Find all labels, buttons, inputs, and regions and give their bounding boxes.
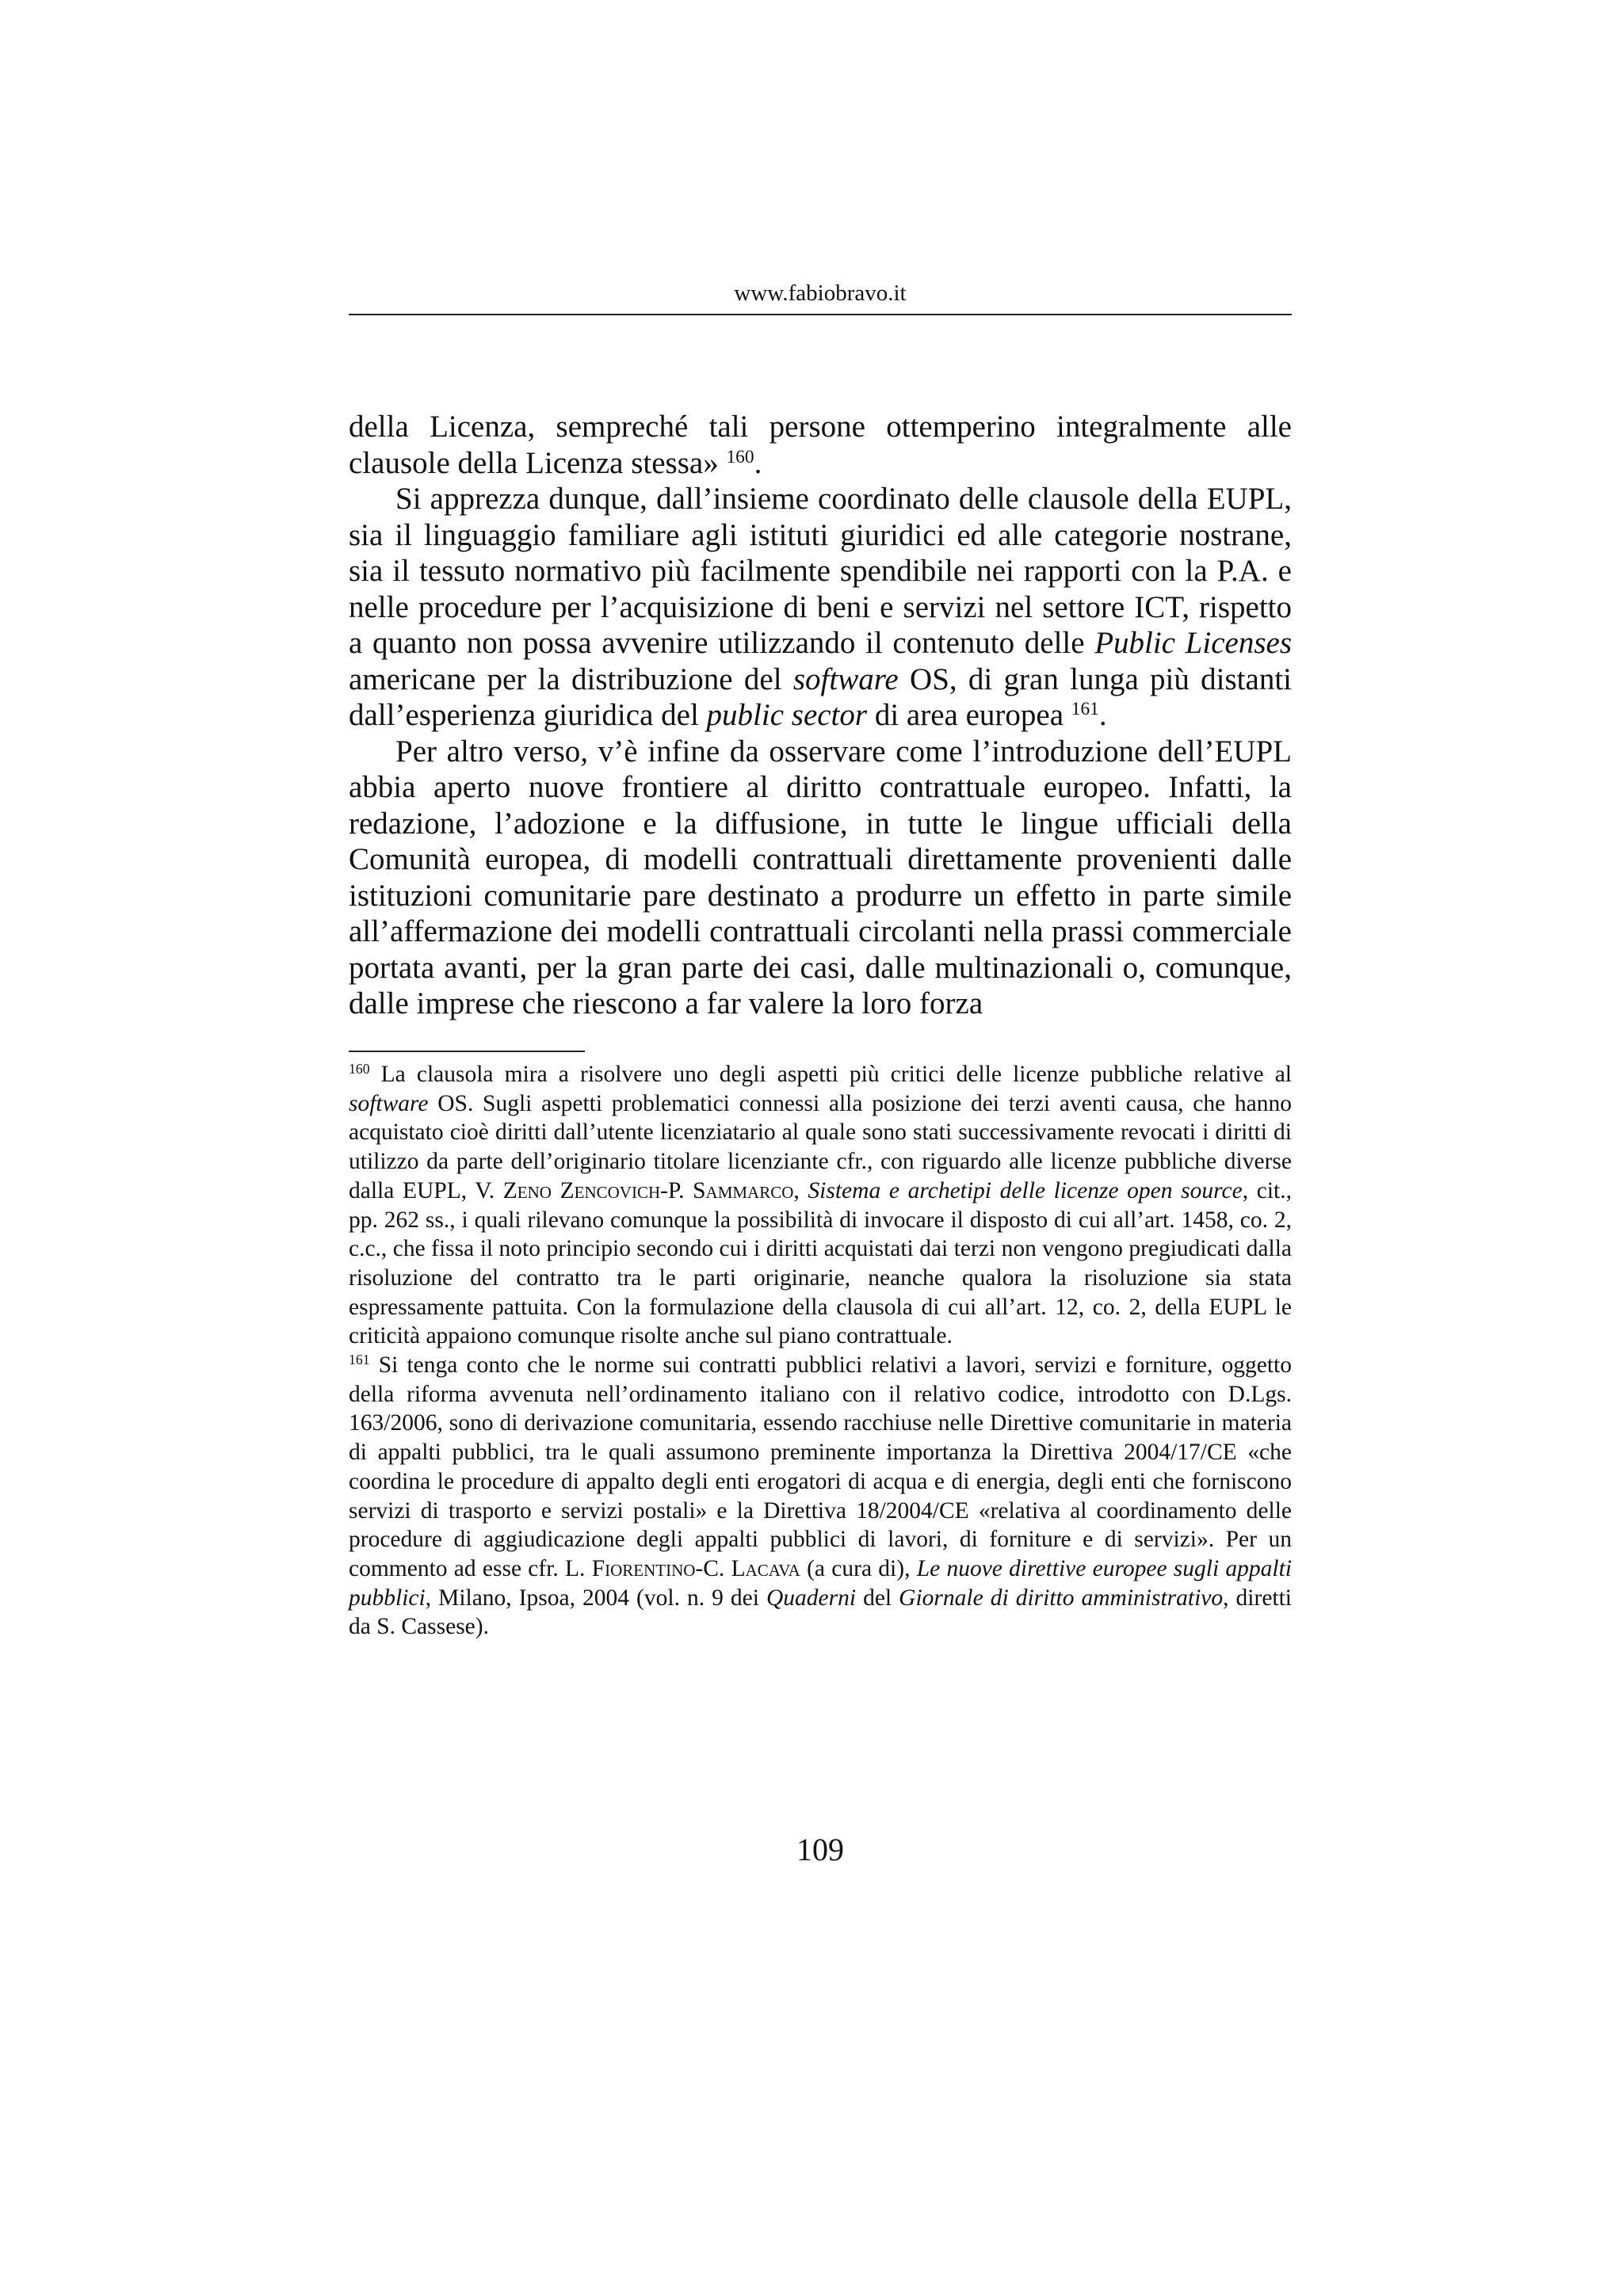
header-rule bbox=[349, 314, 1292, 315]
footnote-ref-160: 160 bbox=[726, 446, 754, 467]
page-number: 109 bbox=[796, 1832, 844, 1867]
footnote-161: $^{161}$ Si tenga conto che le norme sui contratti pubblici relativi a lavori, servizi e forniture, oggetto della riforma avvenuta nell’ordinamento italiano con il relativo codice, introdotto con D.Lgs. 163/2006, sono di derivazione comunitaria, essendo racchiuse nelle Direttive comunitarie in materia di appalti pubblici, tra le quali assumono preminente importanza la Direttiva 2004/17/CE «che coordina le procedure di appalto degli enti erogatori di acqua e di energia, degli enti che forniscono servizi di trasporto e servizi postali» e la Direttiva 18/2004/CE «relativa al coordinamento delle procedure di aggiudicazione degli appalti pubblici di lavori, di forniture e di servizi». Per un commento ad esse cfr. L. Fiorentino-C. Lacava (a cura di), Le nuove direttive europee sugli appalti pubblici, Milano, Ipsoa, 2004 (vol. n. 9 dei Quaderni del Giornale di diritto amministrativo, diretti da S. Cassese). bbox=[349, 1352, 1293, 1640]
paragraph-1: della Licenza, sempreché tali persone ottemperino integralmente alle clausole della Licenza stessa» $^{160}$. bbox=[349, 410, 1292, 480]
footnote-number: 160 bbox=[349, 1061, 370, 1077]
header-url: www.fabiobravo.it bbox=[734, 280, 907, 306]
footnote-separator bbox=[349, 1051, 585, 1052]
paragraph-3: Per altro verso, v’è infine da osservare come l’introduzione dell’EUPL abbia aperto nuove frontiere al diritto contrattuale europeo. Infatti, la redazione, l’adozione e la diffusione, in tutte le lingue ufficiali della Comunità europea, di modelli contrattuali direttamente provenienti dalle istituzioni comunitarie pare destinato a produrre un effetto in parte simile all’affermazione dei modelli contrattuali circolanti nella prassi commerciale portata avanti, per la gran parte dei casi, dalle multinazionali o, comunque, dalle imprese che riescono a far valere la loro forza bbox=[349, 734, 1292, 1020]
footnote-160: $^{160}$ La clausola mira a risolvere uno degli aspetti più critici delle licenze pubbliche relative al software OS. Sugli aspetti problematici connessi alla posizione dei terzi aventi causa, che hanno acquistato cioè diritti dall’utente licenziatario al quale sono stati successivamente revocati i diritti di utilizzo da parte dell’originario titolare licenziante cfr., con riguardo alle licenze pubbliche diverse dalla EUPL, V. Zeno Zencovich-P. Sammarco, Sistema e archetipi delle licenze open source, cit., pp. 262 ss., i quali rilevano comunque la possibilità di invocare il disposto di cui all’art. 1458, co. 2, c.c., che fissa il noto principio secondo cui i diritti acquistati dai terzi non vengono pregiudicati dalla risoluzione del contratto tra le parti originarie, neanche qualora la risoluzione sia stata espressamente pattuita. Con la formulazione della clausola di cui all’art. 12, co. 2, della EUPL le criticità appaiono comunque risolte anche sul piano contrattuale. bbox=[349, 1061, 1292, 1349]
main-text bbox=[349, 409, 1292, 1022]
footnote-number: 161 bbox=[349, 1352, 370, 1368]
footnote-ref-161: 161 bbox=[1071, 699, 1099, 720]
footnotes bbox=[349, 1060, 1292, 1642]
paragraph-2: Si apprezza dunque, dall’insieme coordinato delle clausole della EUPL, sia il linguaggio familiare agli istituti giuridici ed alle categorie nostrane, sia il tessuto normativo più facilmente spendibile nei rapporti con la P.A. e nelle procedure per l’acquisizione di beni e servizi nel settore ICT, rispetto a quanto non possa avvenire utilizzando il contenuto delle Public Licenses americane per la distribuzione del software OS, di gran lunga più distanti dall’esperienza giuridica del public sector di area europea $^{161}$. bbox=[349, 482, 1292, 732]
